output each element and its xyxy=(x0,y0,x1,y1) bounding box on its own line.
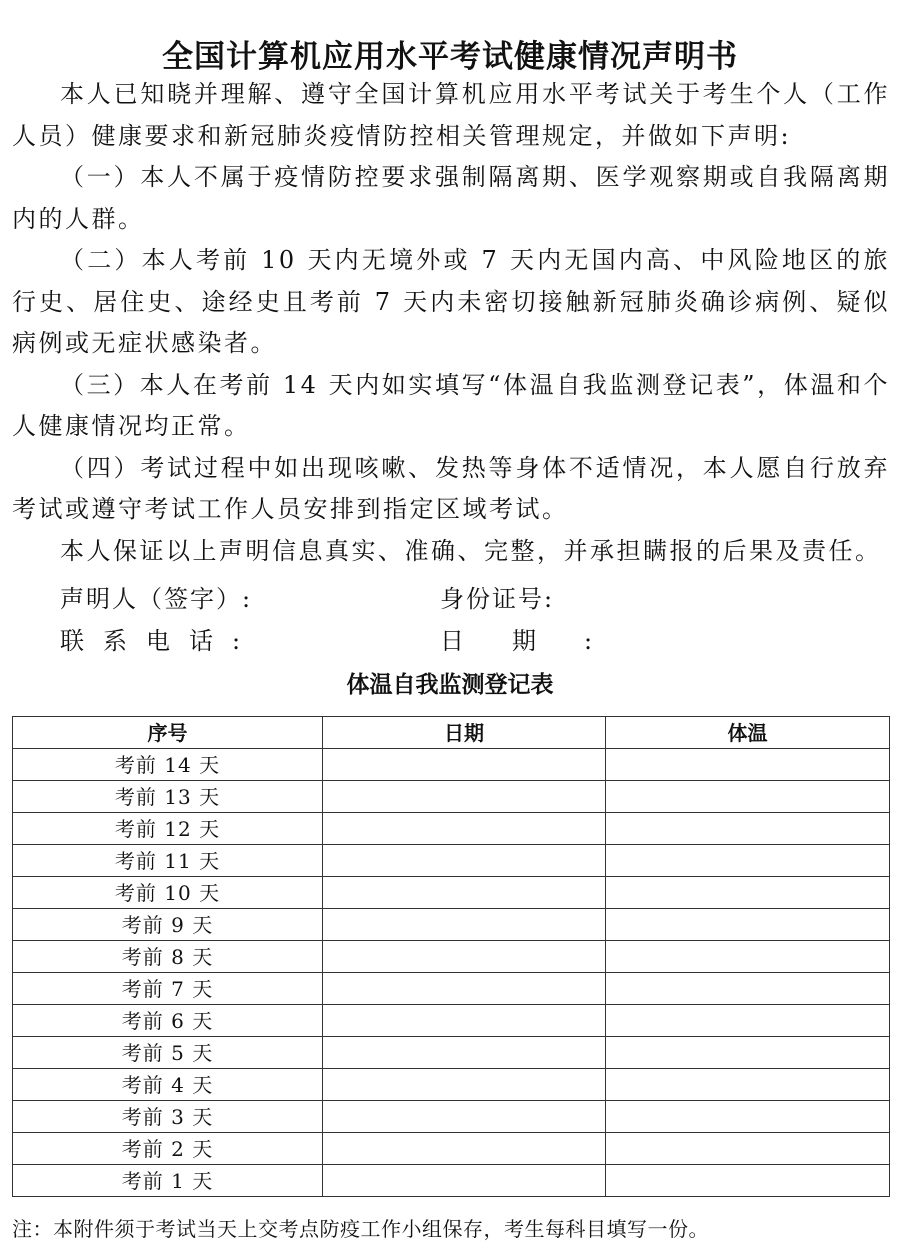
temperature-cell[interactable] xyxy=(606,813,890,845)
row-label: 考前 8 天 xyxy=(13,941,323,973)
table-row xyxy=(13,1037,890,1069)
row-label: 考前 6 天 xyxy=(13,1005,323,1037)
date-cell[interactable] xyxy=(323,1101,606,1133)
date-cell[interactable] xyxy=(323,941,606,973)
date-cell[interactable] xyxy=(323,813,606,845)
date-cell[interactable] xyxy=(323,1037,606,1069)
temperature-cell[interactable] xyxy=(606,1101,890,1133)
signature-row-1 xyxy=(60,579,555,619)
guarantee-paragraph: 本人保证以上声明信息真实、准确、完整，并承担瞒报的后果及责任。 xyxy=(60,536,882,565)
table-row xyxy=(13,813,890,845)
clause-2-paragraph: （二）本人考前 10 天内无境外或 7 天内无国内高、中风险地区的旅行史、居住史、途经史且考前 7 天内未密切接触新冠肺炎确诊病例、疑似病例或无症状感染者。 xyxy=(12,246,890,357)
temperature-cell[interactable] xyxy=(606,1133,890,1165)
temperature-cell[interactable] xyxy=(606,909,890,941)
date-cell[interactable] xyxy=(323,1069,606,1101)
row-label: 考前 1 天 xyxy=(13,1165,323,1197)
footnote: 注：本附件须于考试当天上交考点防疫工作小组保存，考生每科目填写一份。 xyxy=(12,1217,709,1241)
table-row xyxy=(13,1101,890,1133)
temperature-log-table xyxy=(12,716,890,1197)
row-label: 考前 14 天 xyxy=(13,749,323,781)
temperature-cell[interactable] xyxy=(606,845,890,877)
row-label: 考前 9 天 xyxy=(13,909,323,941)
temperature-cell[interactable] xyxy=(606,1005,890,1037)
temperature-table-title: 体温自我监测登记表 xyxy=(346,672,554,698)
temperature-cell[interactable] xyxy=(606,1037,890,1069)
table-header-row xyxy=(13,717,890,749)
date-cell[interactable] xyxy=(323,877,606,909)
table-row xyxy=(13,1005,890,1037)
row-label: 考前 13 天 xyxy=(13,781,323,813)
temperature-cell[interactable] xyxy=(606,973,890,1005)
table-row xyxy=(13,1069,890,1101)
temperature-cell[interactable] xyxy=(606,1069,890,1101)
row-label: 考前 12 天 xyxy=(13,813,323,845)
page-title: 全国计算机应用水平考试健康情况声明书 xyxy=(162,38,738,75)
clause-1-paragraph: （一）本人不属于疫情防控要求强制隔离期、医学观察期或自我隔离期内的人群。 xyxy=(12,163,890,233)
row-label: 考前 7 天 xyxy=(13,973,323,1005)
intro-paragraph: 本人已知晓并理解、遵守全国计算机应用水平考试关于考生个人（工作人员）健康要求和新冠肺炎疫情防控相关管理规定，并做如下声明: xyxy=(12,80,890,150)
table-row xyxy=(13,973,890,1005)
table-row xyxy=(13,877,890,909)
date-cell[interactable] xyxy=(323,845,606,877)
row-label: 考前 3 天 xyxy=(13,1101,323,1133)
temperature-cell[interactable] xyxy=(606,781,890,813)
temperature-cell[interactable] xyxy=(606,877,890,909)
clause-3-paragraph: （三）本人在考前 14 天内如实填写“体温自我监测登记表”，体温和个人健康情况均正常。 xyxy=(12,370,890,440)
temperature-cell[interactable] xyxy=(606,941,890,973)
table-row xyxy=(13,1133,890,1165)
declaration-body xyxy=(12,74,890,572)
row-label: 考前 2 天 xyxy=(13,1133,323,1165)
phone-label: 联系电话: xyxy=(60,627,260,655)
header-sequence: 序号 xyxy=(13,717,323,749)
signature-row-2 xyxy=(60,621,641,661)
clause-4-paragraph: （四）考试过程中如出现咳嗽、发热等身体不适情况，本人愿自行放弃考试或遵守考试工作人员安排到指定区域考试。 xyxy=(12,453,890,523)
table-row xyxy=(13,781,890,813)
table-row xyxy=(13,909,890,941)
table-row xyxy=(13,1165,890,1197)
row-label: 考前 10 天 xyxy=(13,877,323,909)
date-cell[interactable] xyxy=(323,781,606,813)
date-cell[interactable] xyxy=(323,1165,606,1197)
temperature-cell[interactable] xyxy=(606,1165,890,1197)
id-number-label: 身份证号: xyxy=(440,585,555,613)
date-cell[interactable] xyxy=(323,749,606,781)
temperature-cell[interactable] xyxy=(606,749,890,781)
table-row xyxy=(13,941,890,973)
table-row xyxy=(13,749,890,781)
header-date: 日期 xyxy=(323,717,606,749)
row-label: 考前 11 天 xyxy=(13,845,323,877)
row-label: 考前 5 天 xyxy=(13,1037,323,1069)
table-row xyxy=(13,845,890,877)
declarant-signature-label: 声明人（签字）: xyxy=(60,585,253,613)
date-cell[interactable] xyxy=(323,909,606,941)
date-cell[interactable] xyxy=(323,1005,606,1037)
date-cell[interactable] xyxy=(323,973,606,1005)
date-label: 日期: xyxy=(440,627,641,655)
date-cell[interactable] xyxy=(323,1133,606,1165)
header-temperature: 体温 xyxy=(606,717,890,749)
row-label: 考前 4 天 xyxy=(13,1069,323,1101)
